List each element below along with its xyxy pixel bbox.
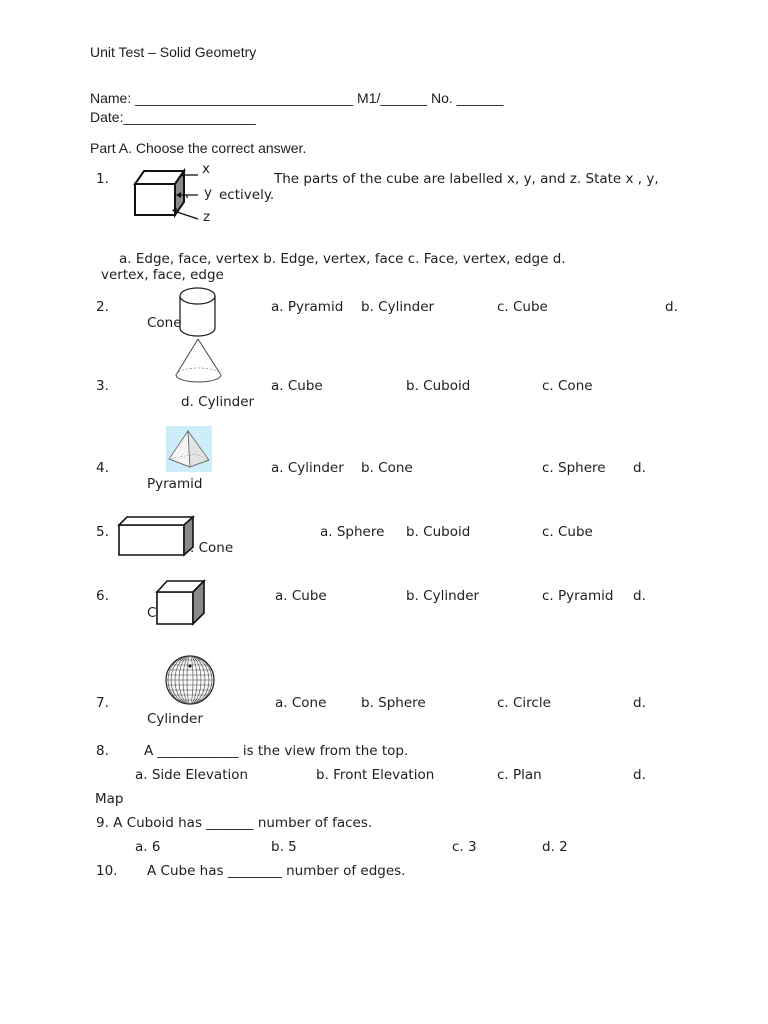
q9-option-c: c. 3 [452, 839, 477, 855]
q7-option-d: d. [633, 695, 646, 711]
q2-option-d-text: Cone [147, 315, 182, 331]
q9-option-a: a. 6 [135, 839, 161, 855]
q3-option-d: d. Cylinder [181, 394, 255, 410]
part-a-heading: Part A. Choose the correct answer. [90, 140, 307, 156]
pyramid-figure [166, 426, 212, 472]
q7-option-c: c. Circle [497, 695, 551, 711]
q4-option-c: c. Sphere [542, 460, 606, 476]
date-line: Date:_________________ [90, 109, 256, 125]
q4-option-b: b. Cone [361, 460, 413, 476]
q4-option-d-text: Pyramid [147, 476, 203, 492]
q6-option-a: a. Cube [275, 588, 327, 604]
cylinder-over-cone-figure [170, 284, 228, 388]
q8-stem: A ____________ is the view from the top. [144, 743, 409, 759]
q7-option-b: b. Sphere [361, 695, 426, 711]
label-y: y [204, 185, 212, 201]
q6-number: 6. [96, 588, 109, 604]
q10-number: 10. [96, 863, 118, 879]
q2-option-a: a. Pyramid [271, 299, 344, 315]
q9-option-b: b. 5 [271, 839, 297, 855]
q8-option-b: b. Front Elevation [316, 767, 435, 783]
q2-option-b: b. Cylinder [361, 299, 435, 315]
q9-option-d: d. 2 [542, 839, 568, 855]
q1-options-cont: vertex, face, edge [101, 267, 224, 283]
q8-number: 8. [96, 743, 109, 759]
q7-option-a: a. Cone [275, 695, 327, 711]
q4-option-a: a. Cylinder [271, 460, 344, 476]
q10-stem: A Cube has ________ number of edges. [147, 863, 406, 879]
q7-number: 7. [96, 695, 109, 711]
q4-option-d: d. [633, 460, 646, 476]
label-z: z [203, 209, 211, 225]
q8-option-d: d. [633, 767, 646, 783]
q2-number: 2. [96, 299, 109, 315]
cube-figure [155, 579, 207, 626]
q5-option-d-text: . Cone [190, 540, 234, 556]
q8-option-d-text: Map [95, 791, 124, 807]
sphere-figure [164, 654, 216, 706]
q8-option-c: c. Plan [497, 767, 542, 783]
q3-option-a: a. Cube [271, 378, 323, 394]
q1-text-cont: ectively. [219, 187, 275, 203]
q6-option-c: c. Pyramid [542, 588, 614, 604]
q5-option-c: c. Cube [542, 524, 593, 540]
q1-number: 1. [96, 171, 109, 187]
q3-option-c: c. Cone [542, 378, 593, 394]
q1-options: a. Edge, face, vertex b. Edge, vertex, face c. Face, vertex, edge d. [119, 251, 566, 267]
q7-option-d-text: Cylinder [147, 711, 203, 727]
q5-option-b: b. Cuboid [406, 524, 471, 540]
q1-text: The parts of the cube are labelled x, y, and z. State x , y, [274, 171, 659, 187]
test-title: Unit Test – Solid Geometry [90, 44, 257, 60]
q4-number: 4. [96, 460, 109, 476]
q3-number: 3. [96, 378, 109, 394]
q2-option-d: d. [665, 299, 678, 315]
q2-option-c: c. Cube [497, 299, 548, 315]
q9-stem: 9. A Cuboid has _______ number of faces. [96, 815, 373, 831]
q5-number: 5. [96, 524, 109, 540]
label-x: x [202, 161, 210, 177]
q6-option-b: b. Cylinder [406, 588, 480, 604]
q5-option-a: a. Sphere [320, 524, 385, 540]
cuboid-figure [117, 515, 197, 557]
name-line: Name: ____________________________ M1/______ No. ______ [90, 90, 504, 106]
q8-option-a: a. Side Elevation [135, 767, 249, 783]
q3-option-b: b. Cuboid [406, 378, 471, 394]
q6-option-d: d. [633, 588, 646, 604]
q6-option-d-text: C [147, 605, 157, 621]
